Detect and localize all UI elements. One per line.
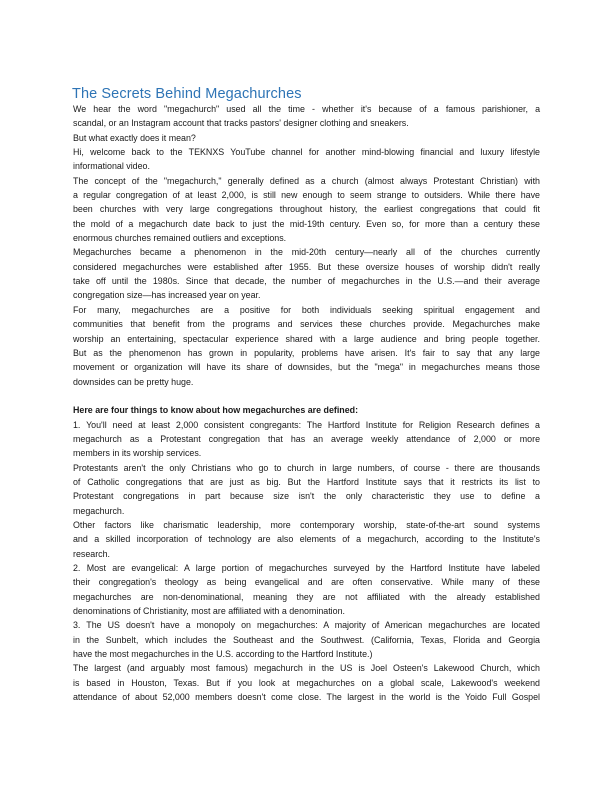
text-line: research. <box>73 548 110 559</box>
text-line: is based in Houston, Texas. But if you look at megachurches on a global scale, Lakewood's weekend <box>73 677 540 688</box>
document-body <box>73 102 540 704</box>
text-line: considered megachurches were established after 1955. But these oversize houses of worship didn't really <box>73 261 540 272</box>
text-line: members in its worship services. <box>73 448 202 459</box>
blank-line <box>73 389 540 403</box>
paragraph <box>73 174 540 246</box>
text-line: movement or organization will have its share of downsides, but the "mega" in megachurches means those <box>73 362 540 373</box>
text-line: The largest (and arguably most famous) megachurch in the US is Joel Osteen's Lakewood Church, which <box>73 663 540 674</box>
text-line: a regular congregation of at least 2,000, is still new enough to seem strange to outsiders. While there have <box>73 190 540 201</box>
text-line: 3. The US doesn't have a monopoly on megachurches: A majority of American megachurches are located <box>73 620 540 631</box>
text-line: Protestants aren't the only Christians who go to church in large numbers, of course - there are thousands <box>73 462 540 473</box>
text-line: enormous churches remained outliers and exceptions. <box>73 233 287 244</box>
text-line: 2. Most are evangelical: A large portion of megachurches surveyed by the Hartford Institute have labeled <box>73 563 540 573</box>
text-line: of Catholic congregations that are just as big. But the Hartford Institute says that it restricts its list to <box>73 476 540 487</box>
paragraph <box>73 303 540 389</box>
text-line: For many, megachurches are a positive for both individuals seeking spiritual engagement and <box>73 304 540 315</box>
text-line: in the Sunbelt, which includes the Southeast and the Southwest. (California, Texas, Florida and Georgia <box>73 634 540 645</box>
text-line: been churches with very large congregations throughout history, the earliest congregations that could fit <box>73 204 540 215</box>
section-heading <box>73 403 540 417</box>
text-line: scandal, or an Instagram account that tracks pastors' designer clothing and sneakers. <box>73 118 409 129</box>
text-line: But as the phenomenon has grown in popularity, problems have arisen. It's fair to say that any large <box>73 347 540 358</box>
paragraph <box>73 518 540 561</box>
paragraph <box>73 461 540 518</box>
text-line: and a skilled incorporation of technology are also elements of a megachurch, according to the Institute's <box>73 534 540 545</box>
text-line: Other factors like charismatic leadership, more contemporary worship, state-of-the-art sound systems <box>73 519 540 530</box>
text-line: congregation size—has increased year on year. <box>73 290 261 301</box>
text-line: their congregation's theology as being evangelical and are often conservative. While many of these <box>73 577 540 588</box>
text-line: Hi, welcome back to the TEKNXS YouTube channel for another mind-blowing financial and luxury lifestyle <box>73 147 540 158</box>
text-line: Here are four things to know about how megachurches are defined: <box>73 405 359 416</box>
text-line: the mold of a megachurch date back to just the mid-19th century. Even so, for more than a century these <box>73 218 540 229</box>
text-line: Protestant congregations in part because size isn't the only characteristic they use to define a <box>73 491 540 502</box>
text-line: take off until the 1980s. Since that decade, the number of megachurches in the U.S.—and their average <box>73 276 540 287</box>
text-line: informational video. <box>73 161 150 172</box>
paragraph <box>73 618 540 661</box>
text-line: megachurch as a Protestant congregation that has an average weekly attendance of 2,000 or more <box>73 433 540 444</box>
text-line: Megachurches became a phenomenon in the mid-20th century—nearly all of the churches currently <box>73 247 540 258</box>
text-line: The concept of the "megachurch," generally defined as a church (almost always Protestant Christian) with <box>73 175 540 186</box>
text-line: We hear the word "megachurch" used all the time - whether it's because of a famous parishioner, a <box>73 104 540 114</box>
text-line: 1. You'll need at least 2,000 consistent congregants: The Hartford Institute for Religion Research defines a <box>73 419 540 430</box>
document-title: The Secrets Behind Megachurches <box>72 86 302 102</box>
paragraph <box>73 245 540 302</box>
paragraph <box>73 418 540 461</box>
text-line: But what exactly does it mean? <box>73 132 196 143</box>
text-line: communities that benefit from the programs and services these churches provide. Megachurches make <box>73 319 540 330</box>
paragraph <box>73 561 540 618</box>
paragraph <box>73 145 540 174</box>
paragraph <box>73 661 540 704</box>
paragraph <box>73 102 540 131</box>
text-line: megachurch. <box>73 505 125 516</box>
text-line: have the most megachurches in the U.S. according to the Hartford Institute.) <box>73 649 373 660</box>
text-line: megachurches are non-denominational, meaning they are not affiliated with the already established <box>73 591 540 602</box>
text-line: denominations of Christianity, most are affiliated with a denomination. <box>73 606 345 617</box>
text-line: worship an entertaining, spectacular experience shared with a large audience and bring people together. <box>73 333 540 344</box>
paragraph <box>73 131 540 145</box>
text-line: downsides can be pretty huge. <box>73 376 194 387</box>
text-line: attendance of about 52,000 members doesn't come close. The largest in the world is the Yoido Full Gospel <box>73 692 540 703</box>
